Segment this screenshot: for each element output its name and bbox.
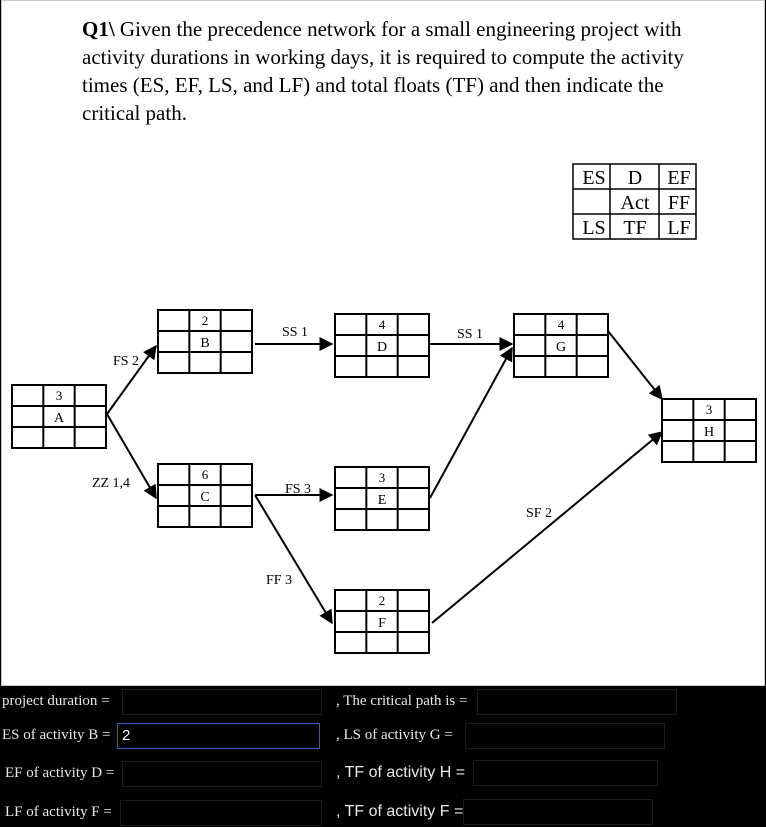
ls-g-input[interactable]: [465, 723, 665, 749]
legend-ff: FF: [667, 192, 691, 214]
node-duration: 4: [378, 317, 386, 332]
node-duration: 2: [378, 593, 386, 608]
tf-h-input[interactable]: [473, 760, 658, 786]
node-duration: 4: [557, 317, 565, 332]
critical-path-label: , The critical path is =: [336, 693, 468, 709]
node-activity-name: D: [376, 340, 388, 355]
arrow-f-h: [432, 432, 662, 623]
node-duration: 3: [378, 470, 386, 485]
legend-lf: LF: [667, 217, 691, 239]
question-body: Given the precedence network for a small engineering project with activity durations in working days, it is required to compute the activity times (ES, EF, LS, and LF) and total floats (TF) and then indicate the critical path.: [82, 17, 684, 125]
ef-d-input[interactable]: [122, 761, 322, 787]
node-activity-name: H: [703, 425, 715, 440]
activity-node-c: [158, 464, 252, 527]
legend-tf: TF: [623, 217, 647, 239]
label-a-b: FS 2: [112, 354, 140, 369]
ef-d-label: EF of activity D =: [5, 765, 115, 781]
lf-f-input[interactable]: [120, 800, 322, 826]
critical-path-input[interactable]: [477, 689, 677, 715]
arrow-e-g: [430, 348, 512, 498]
label-c-e: FS 3: [284, 482, 312, 497]
label-c-f: FF 3: [265, 573, 293, 588]
activity-node-f: [335, 590, 429, 653]
es-b-label: ES of activity B =: [2, 727, 111, 743]
label-d-g: SS 1: [456, 327, 484, 342]
question-sheet: [1, 0, 765, 686]
activity-node-g: [514, 314, 608, 377]
node-duration: 2: [201, 313, 209, 328]
node-duration: 6: [201, 467, 209, 482]
node-activity-name: F: [378, 616, 386, 631]
activity-node-h: [662, 399, 756, 462]
activity-node-a: [12, 385, 106, 448]
precedence-network-diagram: [2, 1, 766, 687]
ls-g-label: , LS of activity G =: [336, 727, 453, 743]
node-duration: 3: [705, 402, 713, 417]
node-activity-name: A: [53, 411, 65, 426]
tf-f-label: , TF of activity F =: [336, 803, 464, 820]
label-a-c: ZZ 1,4: [91, 476, 131, 491]
legend-ef: EF: [667, 167, 691, 189]
lf-f-label: LF of activity F =: [5, 804, 112, 820]
legend-es: ES: [582, 167, 606, 189]
arrow-c-f: [255, 495, 332, 623]
legend-ls: LS: [582, 217, 606, 239]
arrow-g-h: [608, 331, 662, 399]
legend-d: D: [627, 167, 643, 189]
project-duration-label: project duration =: [2, 693, 110, 709]
legend-table: [573, 164, 696, 239]
es-b-input[interactable]: 2: [117, 723, 320, 749]
legend-act: Act: [620, 192, 650, 214]
question-number: Q1\: [82, 17, 115, 41]
activity-node-e: [335, 467, 429, 530]
label-b-d: SS 1: [281, 325, 309, 340]
node-duration: 3: [55, 388, 63, 403]
activity-node-b: [158, 310, 252, 373]
activity-node-d: [335, 314, 429, 377]
tf-f-input[interactable]: [463, 799, 653, 825]
tf-h-label: , TF of activity H =: [336, 764, 466, 781]
project-duration-input[interactable]: [122, 689, 322, 715]
node-activity-name: G: [555, 340, 567, 355]
answer-panel: [0, 686, 766, 827]
node-activity-name: E: [377, 493, 387, 508]
label-f-h: SF 2: [525, 506, 553, 521]
node-activity-name: C: [200, 490, 210, 505]
node-activity-name: B: [200, 336, 210, 351]
